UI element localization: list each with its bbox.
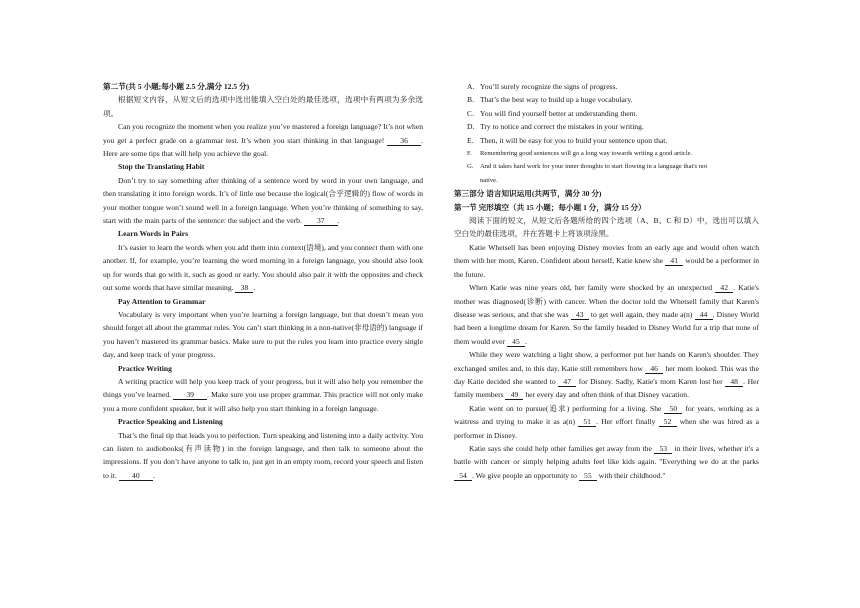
paragraph-grammar: Vocabulary is very important when you’re learning a foreign language, but that doesn’t mean you should forget all about the grammar rules. You can’t start thinking in a non-native(非母语的) language if you haven’t mastered its grammar basics. Make sure to put the rules you learn into practice every single day, and keep track of your progress. bbox=[103, 309, 423, 360]
blank-50: 50 bbox=[664, 404, 682, 414]
part3-subtitle: 第一节 完形填空（共 15 小题；每小题 1 分，满分 15 分） bbox=[454, 202, 646, 212]
cloze-paragraph-2: When Katie was nine years old, her family were shocked by an unexpected 42 . Katie's mother was diagnosed(诊断) with cancer. When the doctor told the Whetsell family that Karen's disease was serious, and that she was 43 to get well again, they made a(n) 44 . Disney World had been a longtime dream for Karen. So the family headed to Disney World for a trip that none of them would ever 45 . bbox=[454, 283, 759, 346]
paragraph-translating: Don’t try to say something after thinking of a sentence word by word in your own language, and then translating it into foreign words. It’s of little use because the logical(合乎逻辑的) flow of words in your mother tongue won’t sound well in a foreign language. When you’re thinking of something to say, start with the main parts of the sentence: the subject and the verb. 37 . bbox=[103, 175, 423, 226]
blank-36: 36 bbox=[387, 136, 421, 146]
blank-44: 44 bbox=[695, 310, 713, 320]
blank-46: 46 bbox=[645, 364, 663, 374]
heading-writing: Practice Writing bbox=[118, 363, 172, 373]
blank-42: 42 bbox=[715, 283, 733, 293]
blank-48: 48 bbox=[725, 377, 743, 387]
blank-40: 40 bbox=[119, 471, 153, 481]
option-c: C. You will find yourself better at understanding them. bbox=[467, 108, 638, 118]
section-title: 第二节(共 5 小题;每小题 2.5 分,满分 12.5 分) bbox=[103, 82, 250, 91]
heading-speaking: Practice Speaking and Listening bbox=[118, 417, 223, 427]
heading-grammar: Pay Attention to Grammar bbox=[118, 296, 206, 306]
cloze-paragraph-5: Katie says she could help other families get away from the 53 in their lives, whether it's a battle with cancer or simply helping adults feel like kids again. "Everything we do at the parks 54 . We give people an opportunity to 55 with their childhood." bbox=[454, 443, 759, 480]
blank-43: 43 bbox=[571, 310, 589, 320]
blank-49: 49 bbox=[505, 390, 523, 400]
left-column bbox=[103, 80, 423, 482]
paragraph-writing: A writing practice will help you keep track of your progress, but it will also help you remember the things you’ve learned. 39 . Make sure you use proper grammar. This practice will not only make you a more confident speaker, but it will also help you start thinking in a foreign language. bbox=[103, 376, 423, 413]
blank-47: 47 bbox=[558, 377, 576, 387]
paragraph-pairs: It’s easier to learn the words when you add them into context(语境), and you connect them with one another. If, for example, you’re learning the word morning in a foreign language, you should also look up for words that go with it, such as good or early. You should also pair it with the opposites and check out some words that have similar meaning. 38 . bbox=[103, 242, 423, 293]
option-g: G. And it takes hard work for your inner thoughts to start flowing in a language that's not bbox=[467, 163, 708, 171]
option-f: F. Remembering good sentences will go a long way towards writing a good article. bbox=[467, 150, 693, 158]
blank-38: 38 bbox=[235, 283, 253, 293]
cloze-paragraph-4: Katie went on to pursue(追求) performing for a living. She 50 for years, working as a waitress and trying to make it as a(n) 51 . Her effort finally 52 when she was hired as a performer in Disney. bbox=[454, 403, 760, 440]
blank-55: 55 bbox=[579, 471, 597, 481]
blank-39: 39 bbox=[173, 390, 207, 400]
option-a: A. You’ll surely recognize the signs of progress. bbox=[467, 82, 618, 91]
blank-52: 52 bbox=[659, 417, 677, 427]
blank-53: 53 bbox=[654, 444, 672, 454]
option-g-continued: native. bbox=[480, 176, 498, 184]
intro-paragraph: Can you recognize the moment when you realize you’ve mastered a foreign language? It’s not when you get a perfect grade on a grammar test. It’s when you start thinking in that language! 36 . Here are some tips that will help you achieve the goal. bbox=[103, 122, 423, 159]
right-column bbox=[454, 80, 759, 482]
heading-translating: Stop the Translating Habit bbox=[118, 162, 205, 172]
heading-pairs: Learn Words in Pairs bbox=[118, 229, 189, 239]
part3-title: 第三部分 语言知识运用(共两节，满分 30 分) bbox=[454, 189, 602, 199]
blank-54: 54 bbox=[454, 471, 472, 481]
part3-instruction: 阅读下面的短文，从短文后各题所给的四个选项（A、B、C 和 D）中，选出可以填入空白处的最佳选项，并在答题卡上将该项涂黑。 bbox=[454, 216, 759, 239]
option-b: B. That’s the best way to build up a huge vocabulary. bbox=[467, 95, 633, 105]
instruction: 根据短文内容，从短文后的选项中选出能填入空白处的最佳选项，选项中有两项为多余选项。 bbox=[103, 95, 423, 118]
blank-37: 37 bbox=[304, 216, 338, 226]
option-d: D. Try to notice and correct the mistakes in your writing. bbox=[467, 122, 644, 132]
cloze-paragraph-3: While they were watching a light show, a performer put her hands on Karen's shoulder. They exchanged smiles and, to this day, Katie still remembers how 46 her mom looked. This was the day Katie decided she wanted to 47 for Disney. Sadly, Katie's mom Karen lost her 48 . Her family members 49 her every day and often think of that Disney vacation. bbox=[454, 350, 759, 400]
blank-45: 45 bbox=[507, 337, 525, 347]
cloze-paragraph-1: Katie Whetsell has been enjoying Disney movies from an early age and would often watch them with her mom, Karen. Confident about herself, Katie knew she 41 would be a performer in the future. bbox=[454, 242, 760, 279]
paragraph-speaking: That’s the final tip that leads you to perfection. Turn speaking and listening into a daily activity. You can listen to audiobooks(有声读物) in the foreign language, and then talk to someone about the impressions. If you don’t have anyone to talk to, just get in an empty room, record your speech and listen to it. 40 . bbox=[103, 430, 423, 480]
blank-41: 41 bbox=[665, 256, 683, 266]
blank-51: 51 bbox=[578, 417, 596, 427]
option-e: E. Then, it will be easy for you to build your sentence upon that. bbox=[467, 135, 668, 145]
